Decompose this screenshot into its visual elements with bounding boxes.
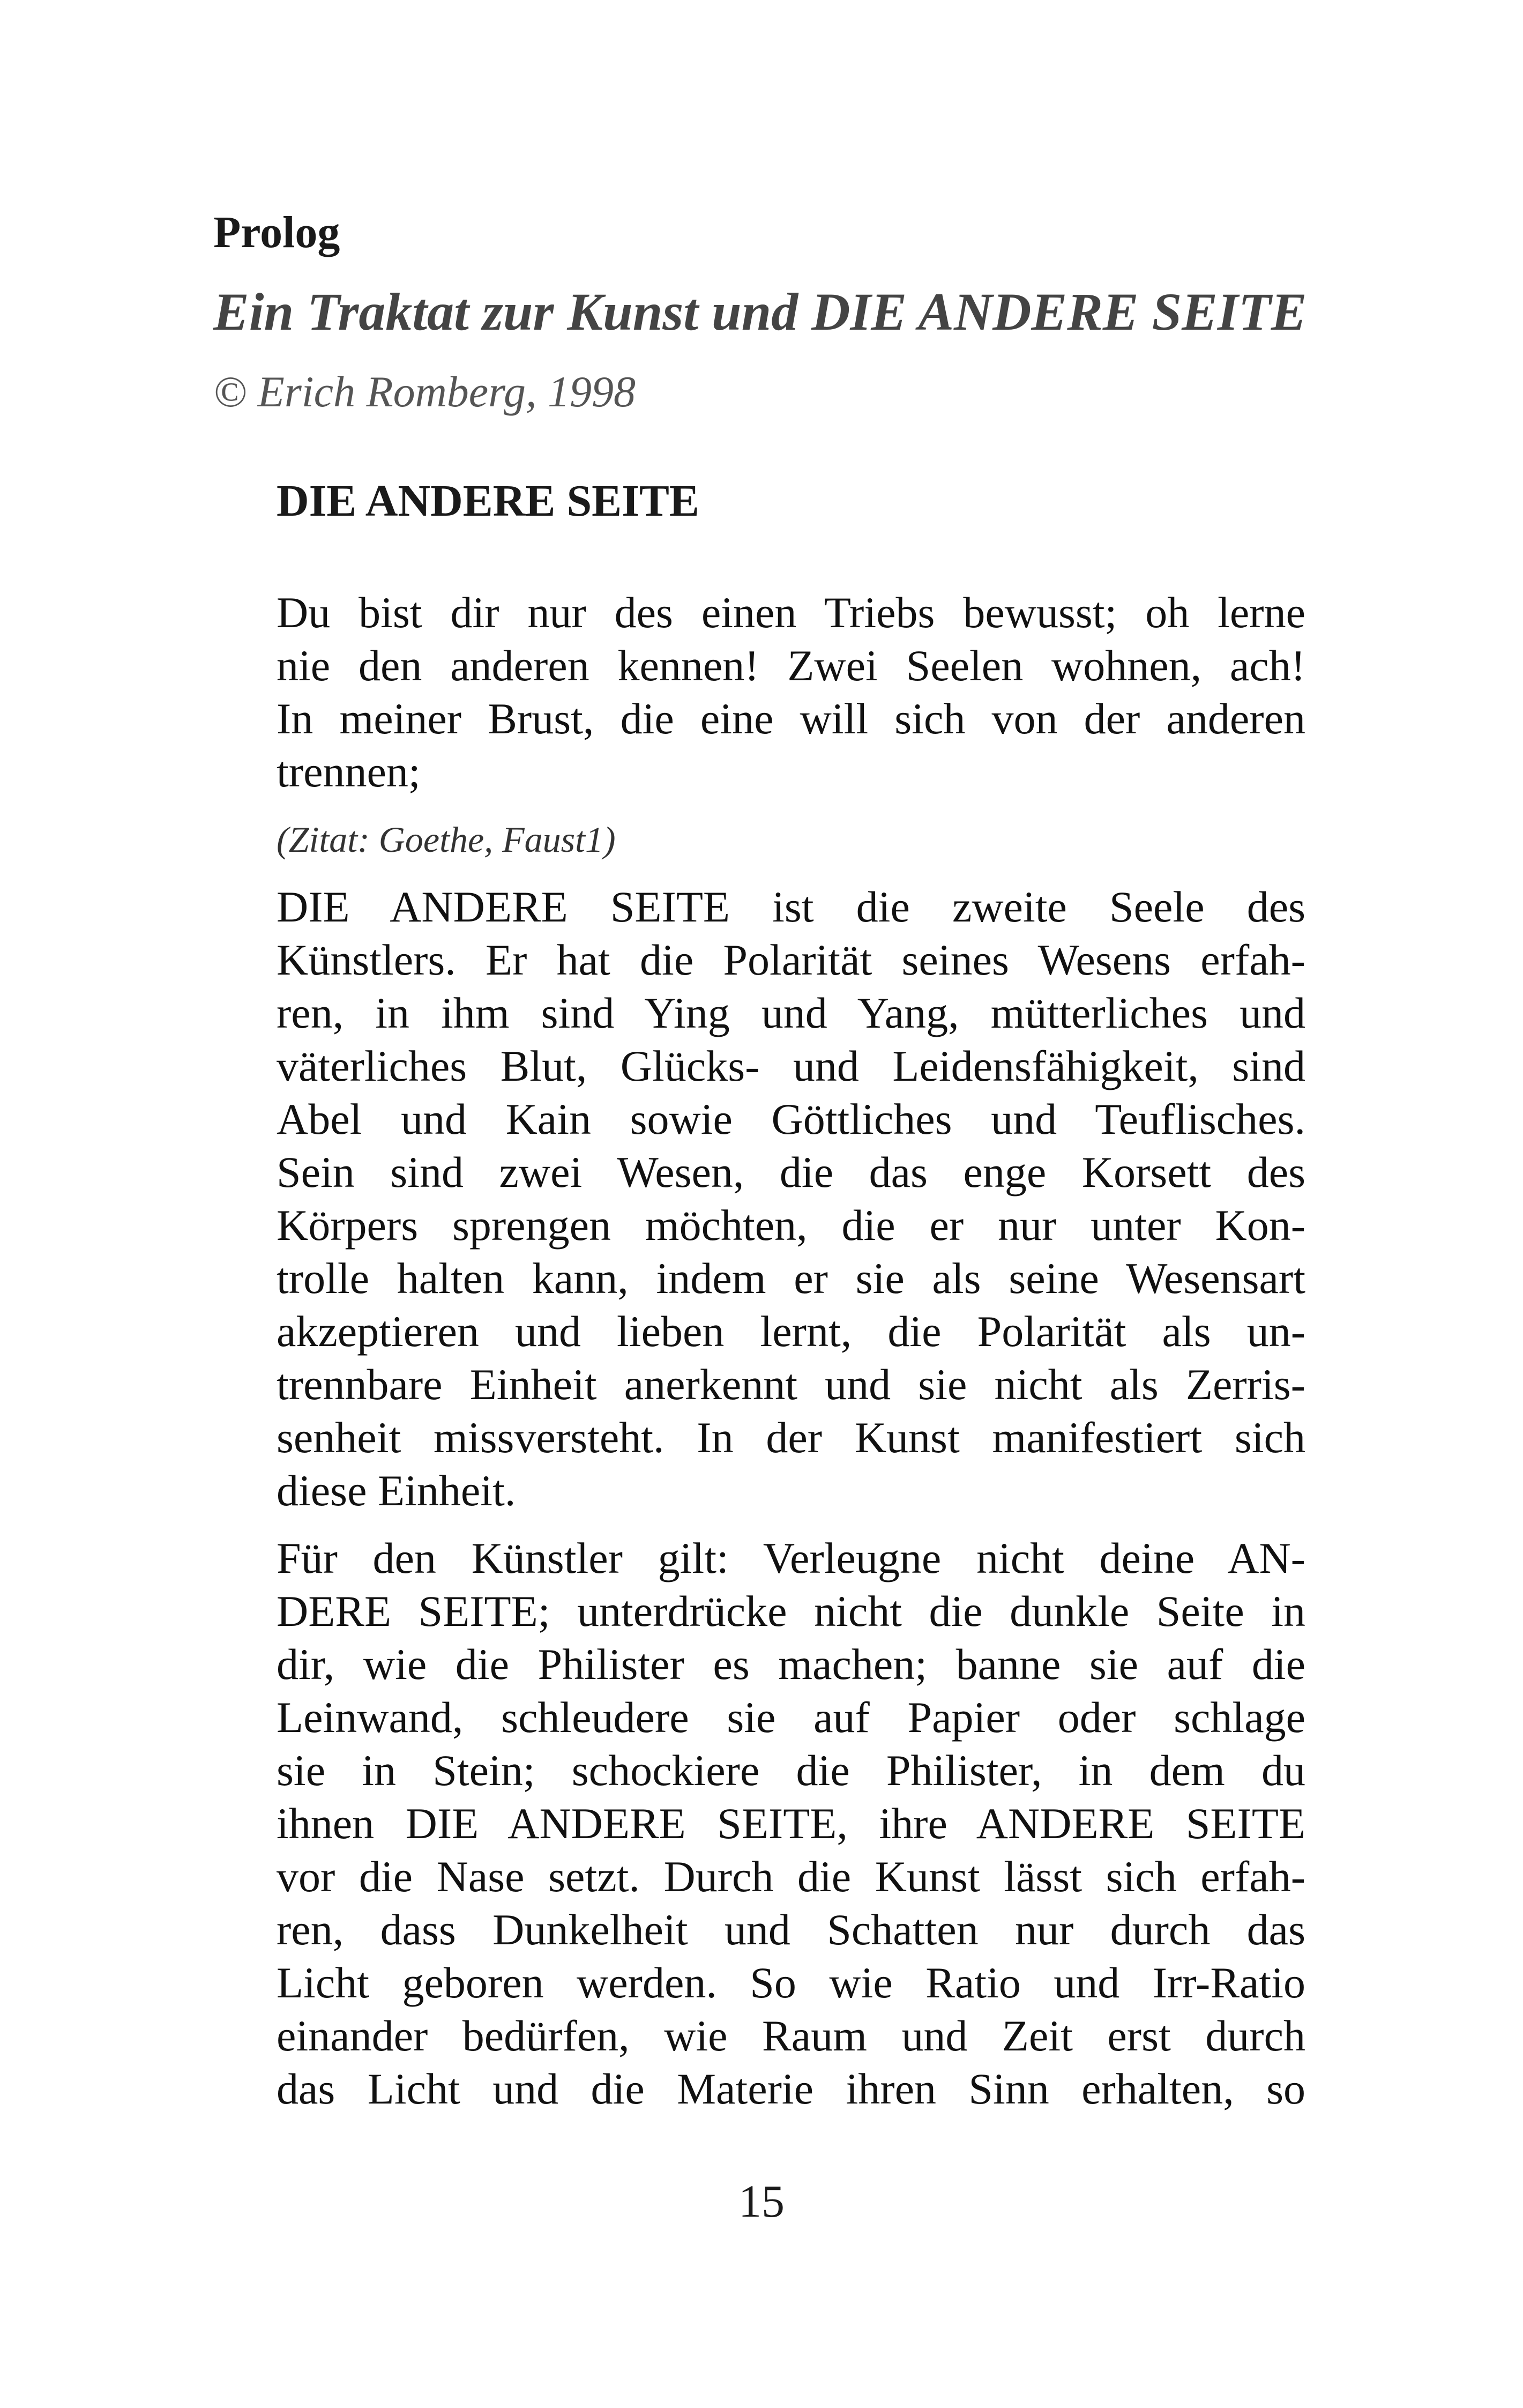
paragraph-line: DIE ANDERE SEITE ist die zweite Seele des [277,882,1305,931]
paragraph-line: dir, wie die Philister es machen; banne sie auf die [277,1640,1305,1689]
section-label: Prolog [213,207,340,257]
quote-line: nie den anderen kennen! Zwei Seelen wohnen, ach! [277,641,1305,690]
paragraph-line: vor die Nase setzt. Durch die Kunst lässt sich erfah- [277,1852,1305,1901]
paragraph-line: trolle halten kann, indem er sie als seine Wesensart [277,1254,1305,1303]
paragraph-line: senheit missversteht. In der Kunst manifestiert sich [277,1413,1305,1462]
document-subtitle: Ein Traktat zur Kunst und DIE ANDERE SEITE [213,282,1307,341]
paragraph-line: Für den Künstler gilt: Verleugne nicht deine AN- [277,1534,1305,1582]
quote-line: In meiner Brust, die eine will sich von der anderen [277,694,1305,743]
quote-citation: (Zitat: Goethe, Faust1) [277,819,616,860]
paragraph-line: Abel und Kain sowie Göttliches und Teuflisches. [277,1095,1305,1143]
paragraph-line: Künstlers. Er hat die Polarität seines Wesens erfah- [277,935,1305,984]
paragraph-line: Sein sind zwei Wesen, die das enge Korsett des [277,1148,1305,1196]
goethe-quote [277,586,1305,798]
paragraph-line: Leinwand, schleudere sie auf Papier oder schlage [277,1693,1305,1742]
paragraph-line: trennbare Einheit anerkennt und sie nicht als Zerris- [277,1360,1305,1409]
page-number: 15 [738,2175,785,2227]
paragraph-line: sie in Stein; schockiere die Philister, in dem du [277,1746,1305,1795]
quote-line: trennen; [277,747,421,796]
copyright-line: © Erich Romberg, 1998 [213,367,636,416]
paragraph-1 [277,880,1305,1517]
chapter-heading: DIE ANDERE SEITE [277,476,699,526]
paragraph-line: ren, in ihm sind Ying und Yang, mütterliches und [277,989,1305,1037]
paragraph-line: Licht geboren werden. So wie Ratio und Irr-Ratio [277,1958,1305,2007]
paragraph-line: diese Einheit. [277,1466,516,1515]
paragraph-line: Körpers sprengen möchten, die er nur unter Kon- [277,1201,1305,1250]
paragraph-line: ren, dass Dunkelheit und Schatten nur durch das [277,1905,1305,1954]
paragraph-line: väterliches Blut, Glücks- und Leidensfähigkeit, sind [277,1042,1305,1090]
quote-line: Du bist dir nur des einen Triebs bewusst; oh lerne [277,588,1305,637]
paragraph-line: DERE SEITE; unterdrücke nicht die dunkle Seite in [277,1587,1305,1636]
paragraph-line: das Licht und die Materie ihren Sinn erhalten, so [277,2064,1305,2113]
paragraph-line: ihnen DIE ANDERE SEITE, ihre ANDERE SEITE [277,1799,1305,1848]
paragraph-line: einander bedürfen, wie Raum und Zeit erst durch [277,2011,1305,2060]
paragraph-2 [277,1532,1305,2115]
paragraph-line: akzeptieren und lieben lernt, die Polarität als un- [277,1307,1305,1356]
